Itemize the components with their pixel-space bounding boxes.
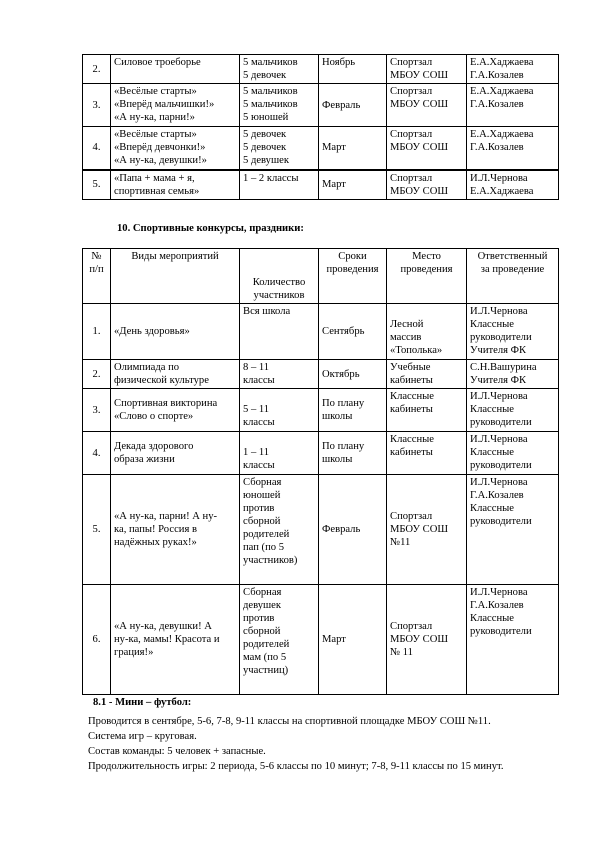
cell-date: Февраль — [319, 84, 387, 127]
cell-location: Учебные кабинеты — [387, 360, 467, 389]
cell-responsible: Е.А.Хаджаева Г.А.Козалев — [467, 84, 559, 127]
cell-row-number: 6. — [83, 585, 111, 695]
table-row — [83, 475, 559, 585]
table-row — [83, 304, 559, 360]
cell-responsible: И.Л.Чернова Классные руководители Учителя ФК — [467, 304, 559, 360]
section-8-1-title: 8.1 - Мини – футбол: — [93, 697, 192, 708]
cell-participants: 5 мальчиков 5 мальчиков 5 юношей — [240, 84, 319, 127]
cell-row-number: 2. — [83, 55, 111, 84]
cell-date: Март — [319, 127, 387, 170]
table-row — [83, 360, 559, 389]
events-table-continued — [82, 54, 559, 200]
cell-participants: Сборная юношей против сборной родителей пап (по 5 участников) — [240, 475, 319, 585]
cell-event-name: «Весёлые старты» «Вперёд мальчишки!» «А ну-ка, парни!» — [111, 84, 240, 127]
table-row — [83, 170, 559, 200]
cell-date: Февраль — [319, 475, 387, 585]
header-date: Сроки проведения — [319, 249, 387, 304]
cell-date: Ноябрь — [319, 55, 387, 84]
cell-event-name: Олимпиада по физической культуре — [111, 360, 240, 389]
cell-location: Спортзал МБОУ СОШ — [387, 55, 467, 84]
cell-location: Классные кабинеты — [387, 389, 467, 432]
table-row — [83, 585, 559, 695]
table-row — [83, 127, 559, 170]
cell-date: Март — [319, 170, 387, 200]
cell-responsible: Е.А.Хаджаева Г.А.Козалев — [467, 127, 559, 170]
cell-responsible: И.Л.Чернова Классные руководители — [467, 389, 559, 432]
cell-participants: 5 девочек 5 девочек 5 девушек — [240, 127, 319, 170]
sports-contests-table — [82, 248, 559, 695]
cell-date: Март — [319, 585, 387, 695]
table-row — [83, 432, 559, 475]
header-responsible: Ответственный за проведение — [467, 249, 559, 304]
cell-responsible: И.Л.Чернова Е.А.Хаджаева — [467, 170, 559, 200]
table-row — [83, 389, 559, 432]
cell-responsible: С.Н.Вашурина Учителя ФК — [467, 360, 559, 389]
cell-event-name: Силовое троеборье — [111, 55, 240, 84]
cell-location: Спортзал МБОУ СОШ — [387, 84, 467, 127]
cell-location: Лесной массив «Тополька» — [387, 304, 467, 360]
header-participants: Количество участников — [240, 249, 319, 304]
cell-date: Октябрь — [319, 360, 387, 389]
cell-event-name: «Папа + мама + я, спортивная семья» — [111, 170, 240, 200]
cell-event-name: «А ну-ка, девушки! А ну-ка, мамы! Красота и грация!» — [111, 585, 240, 695]
cell-row-number: 4. — [83, 432, 111, 475]
cell-participants: 1 – 11 классы — [240, 432, 319, 475]
cell-row-number: 3. — [83, 389, 111, 432]
paragraph-1: Проводится в сентябре, 5-6, 7-8, 9-11 классы на спортивной площадке МБОУ СОШ №11. — [88, 716, 491, 727]
paragraph-3: Состав команды: 5 человек + запасные. — [88, 746, 266, 757]
cell-location: Классные кабинеты — [387, 432, 467, 475]
cell-location: Спортзал МБОУ СОШ — [387, 170, 467, 200]
cell-responsible: Е.А.Хаджаева Г.А.Козалев — [467, 55, 559, 84]
cell-row-number: 3. — [83, 84, 111, 127]
cell-date: По плану школы — [319, 389, 387, 432]
cell-event-name: «День здоровья» — [111, 304, 240, 360]
table-header-row — [83, 249, 559, 304]
cell-row-number: 4. — [83, 127, 111, 170]
cell-participants: Вся школа — [240, 304, 319, 360]
table-row — [83, 84, 559, 127]
header-row-number: № п/п — [83, 249, 111, 304]
cell-row-number: 5. — [83, 170, 111, 200]
cell-event-name: «А ну-ка, парни! А ну- ка, папы! Россия в надёжных руках!» — [111, 475, 240, 585]
cell-event-name: «Весёлые старты» «Вперёд девчонки!» «А ну-ка, девушки!» — [111, 127, 240, 170]
header-event-name: Виды мероприятий — [111, 249, 240, 304]
cell-location: Спортзал МБОУ СОШ — [387, 127, 467, 170]
cell-responsible: И.Л.Чернова Г.А.Козалев Классные руководители — [467, 475, 559, 585]
cell-location: Спортзал МБОУ СОШ № 11 — [387, 585, 467, 695]
cell-participants: 8 – 11 классы — [240, 360, 319, 389]
cell-date: Сентябрь — [319, 304, 387, 360]
cell-participants: 5 – 11 классы — [240, 389, 319, 432]
cell-row-number: 1. — [83, 304, 111, 360]
cell-event-name: Спортивная викторина «Слово о спорте» — [111, 389, 240, 432]
cell-participants: 5 мальчиков 5 девочек — [240, 55, 319, 84]
cell-location: Спортзал МБОУ СОШ №11 — [387, 475, 467, 585]
cell-participants: Сборная девушек против сборной родителей мам (по 5 участниц) — [240, 585, 319, 695]
table-row — [83, 55, 559, 84]
paragraph-2: Система игр – круговая. — [88, 731, 197, 742]
cell-responsible: И.Л.Чернова Г.А.Козалев Классные руководители — [467, 585, 559, 695]
cell-date: По плану школы — [319, 432, 387, 475]
cell-row-number: 5. — [83, 475, 111, 585]
header-location: Место проведения — [387, 249, 467, 304]
cell-event-name: Декада здорового образа жизни — [111, 432, 240, 475]
paragraph-4: Продолжительность игры: 2 периода, 5-6 классы по 10 минут; 7-8, 9-11 классы по 15 минут. — [88, 761, 504, 772]
cell-responsible: И.Л.Чернова Классные руководители — [467, 432, 559, 475]
cell-participants: 1 – 2 классы — [240, 170, 319, 200]
section-10-title: 10. Спортивные конкурсы, праздники: — [117, 223, 304, 234]
cell-row-number: 2. — [83, 360, 111, 389]
